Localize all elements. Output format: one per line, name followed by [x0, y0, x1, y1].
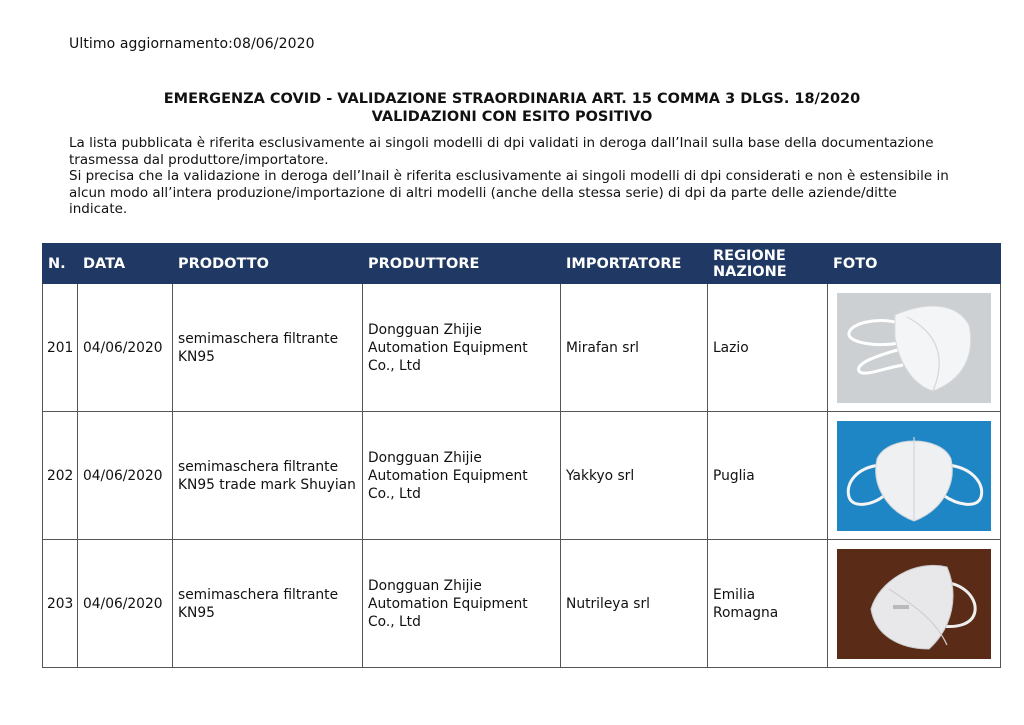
- table-row: [43, 412, 1001, 540]
- document-title: [0, 90, 1024, 126]
- kn95-mask-photo-icon: [837, 549, 991, 659]
- cell-produttore: Dongguan Zhijie Automation Equipment Co., Ltd: [363, 284, 561, 412]
- cell-regione: Emilia Romagna: [708, 540, 828, 668]
- column-header-foto: FOTO: [828, 244, 1001, 284]
- cell-prodotto: semimaschera filtrante KN95: [173, 540, 363, 668]
- cell-foto: [828, 412, 1001, 540]
- column-header-regione-line2: NAZIONE: [713, 263, 787, 280]
- cell-data: 04/06/2020: [78, 540, 173, 668]
- cell-produttore: Dongguan Zhijie Automation Equipment Co., Ltd: [363, 412, 561, 540]
- cell-prodotto: semimaschera filtrante KN95: [173, 284, 363, 412]
- cell-data: 04/06/2020: [78, 412, 173, 540]
- column-header-data: DATA: [78, 244, 173, 284]
- cell-foto: [828, 284, 1001, 412]
- cell-n: 203: [43, 540, 78, 668]
- last-updated-text: Ultimo aggiornamento:08/06/2020: [69, 36, 315, 52]
- column-header-regione: [708, 244, 828, 284]
- cell-n: 201: [43, 284, 78, 412]
- table-row: [43, 284, 1001, 412]
- intro-paragraph-2: Si precisa che la validazione in deroga dell’Inail è riferita esclusivamente ai singoli modelli di dpi considerati e non è estensibile in alcun modo all’intera produzione/importazione di altri modelli (anche della stessa serie) di dpi da parte delle aziende/ditte indicate.: [69, 168, 949, 217]
- cell-regione: Puglia: [708, 412, 828, 540]
- cell-data: 04/06/2020: [78, 284, 173, 412]
- cell-regione: Lazio: [708, 284, 828, 412]
- intro-text: [69, 135, 949, 218]
- column-header-produttore: PRODUTTORE: [363, 244, 561, 284]
- column-header-regione-line1: REGIONE: [713, 247, 786, 264]
- title-line-1: EMERGENZA COVID - VALIDAZIONE STRAORDINARIA ART. 15 COMMA 3 DLGS. 18/2020: [163, 91, 861, 107]
- cell-importatore: Nutrileya srl: [561, 540, 708, 668]
- table-row: [43, 540, 1001, 668]
- kn95-mask-photo-icon: [837, 293, 991, 403]
- mask-print-mark: [893, 605, 909, 609]
- cell-importatore: Mirafan srl: [561, 284, 708, 412]
- validations-table: [42, 243, 1001, 668]
- cell-produttore: Dongguan Zhijie Automation Equipment Co., Ltd: [363, 540, 561, 668]
- intro-paragraph-1: La lista pubblicata è riferita esclusivamente ai singoli modelli di dpi validati in deroga dall’Inail sulla base della documentazione trasmessa dal produttore/importatore.: [69, 135, 934, 168]
- kn95-mask-photo-icon: [837, 421, 991, 531]
- cell-importatore: Yakkyo srl: [561, 412, 708, 540]
- cell-foto: [828, 540, 1001, 668]
- cell-prodotto: semimaschera filtrante KN95 trade mark Shuyian: [173, 412, 363, 540]
- column-header-importatore: IMPORTATORE: [561, 244, 708, 284]
- cell-n: 202: [43, 412, 78, 540]
- column-header-prodotto: PRODOTTO: [173, 244, 363, 284]
- table-header-row: [43, 244, 1001, 284]
- column-header-n: N.: [43, 244, 78, 284]
- title-line-2: VALIDAZIONI CON ESITO POSITIVO: [371, 109, 653, 125]
